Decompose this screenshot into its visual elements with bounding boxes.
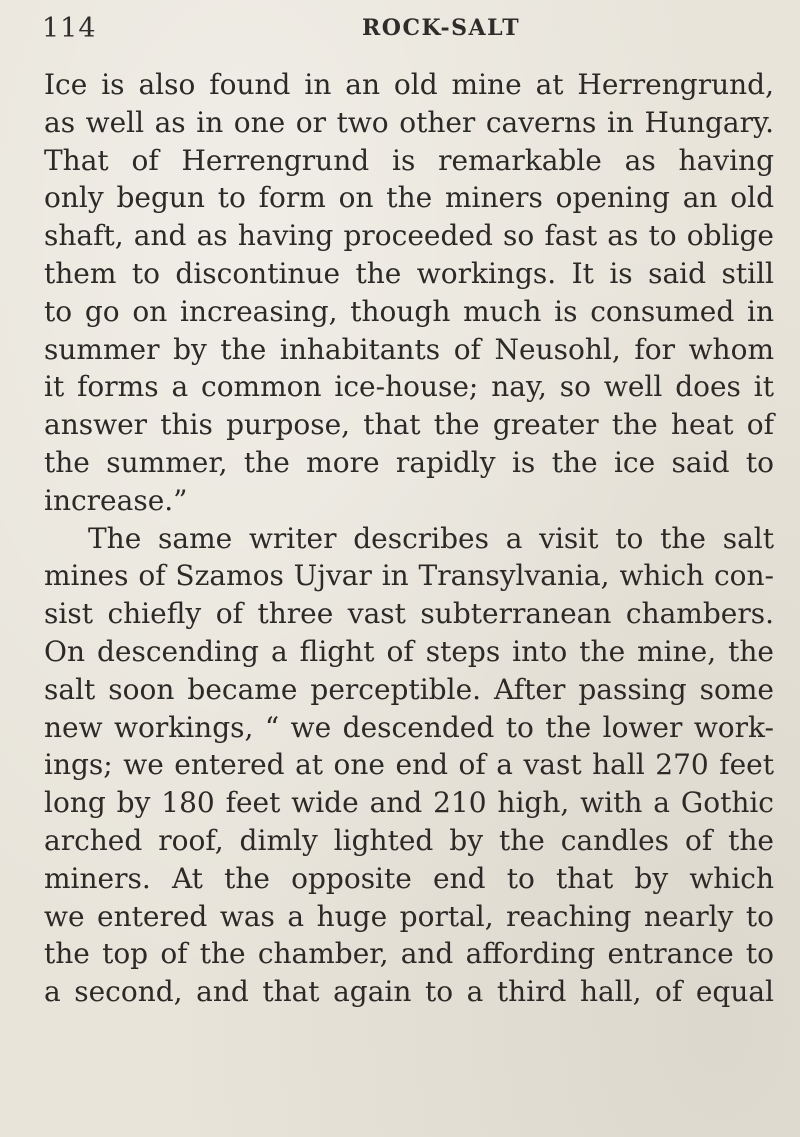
text-line: only begun to form on the miners opening an old <box>44 181 774 215</box>
paragraph-start-line: The same writer describes a visit to the salt <box>88 521 774 555</box>
body-text <box>44 66 774 1011</box>
text-line: Ice is also found in an old mine at Herrengrund, <box>44 68 774 101</box>
text-line: to go on increasing, though much is consumed in <box>44 294 774 328</box>
page-number: 114 <box>42 13 97 44</box>
running-title: ROCK-SALT <box>362 15 521 41</box>
text-line: sist chiefly of three vast subterranean chambers. <box>44 597 774 631</box>
text-line: shaft, and as having proceeded so fast as to oblige <box>44 219 774 253</box>
text-line: them to discontinue the workings. It is said still <box>44 256 774 290</box>
text-line: summer by the inhabitants of Neusohl, for whom <box>44 332 774 366</box>
running-head <box>42 13 800 53</box>
text-line: On descending a flight of steps into the mine, the <box>44 634 774 668</box>
text-line: a second, and that again to a third hall, of equal <box>44 975 774 1009</box>
text-line: That of Herrengrund is remarkable as having <box>44 143 774 177</box>
text-line: ings; we entered at one end of a vast hall 270 feet <box>44 748 774 782</box>
text-line: long by 180 feet wide and 210 high, with a Gothic <box>44 786 774 820</box>
text-line: it forms a common ice-house; nay, so well does it <box>44 370 774 404</box>
text-line: salt soon became perceptible. After passing some <box>44 672 774 706</box>
text-line: as well as in one or two other caverns in Hungary. <box>44 105 774 139</box>
text-line: mines of Szamos Ujvar in Transylvania, which con- <box>44 559 774 593</box>
text-line: new workings, “ we descended to the lower work- <box>44 710 774 744</box>
text-line: miners. At the opposite end to that by which <box>44 861 774 895</box>
text-line: the top of the chamber, and affording entrance to <box>44 937 774 971</box>
paragraph-end-line: increase.” <box>44 483 188 517</box>
text-line: answer this purpose, that the greater the heat of <box>44 408 774 442</box>
text-line: the summer, the more rapidly is the ice said to <box>44 445 774 479</box>
text-line: we entered was a huge portal, reaching nearly to <box>44 899 774 933</box>
text-line: arched roof, dimly lighted by the candles of the <box>44 823 774 857</box>
